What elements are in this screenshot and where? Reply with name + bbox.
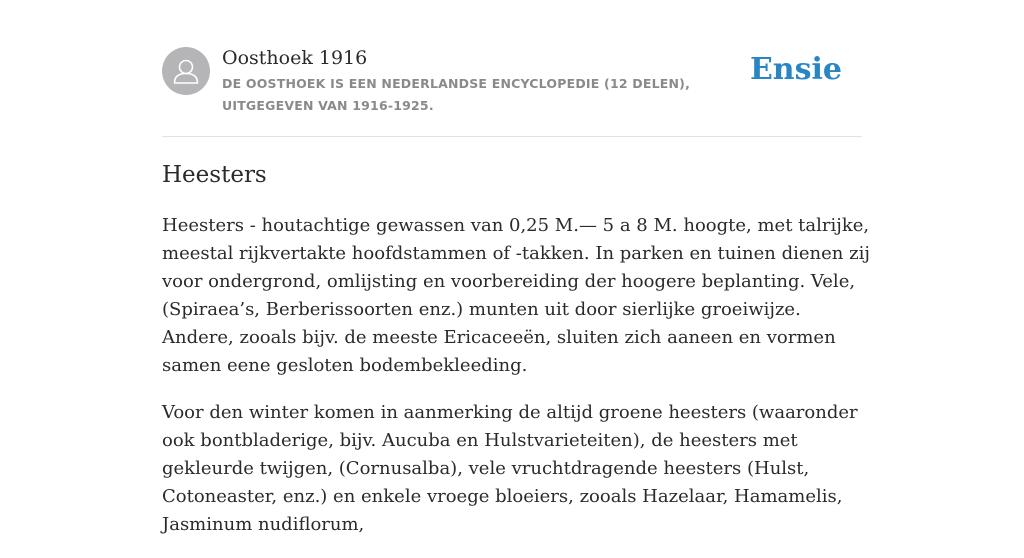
ensie-logo[interactable]: Ensie	[749, 52, 842, 87]
article-body	[162, 212, 872, 558]
article-paragraph: Heesters - houtachtige gewassen van 0,25 M.— 5 a 8 M. hoogte, met talrijke, meestal rijkvertakte hoofdstammen of -takken. In parken en tuinen dienen zij voor ondergrond, omlijsting en voorbereiding der hoogere beplanting. Vele, (Spiraea’s, Berberissoorten enz.) munten uit door sierlijke groeiwijze. Andere, zooals bijv. de meeste Ericaceeën, sluiten zich aaneen en vormen samen eene gesloten bodembekleeding.	[162, 215, 870, 376]
source-header	[162, 44, 862, 137]
article-paragraph: Voor den winter komen in aanmerking de altijd groene heesters (waaronder ook bontbladerige, bijv. Aucuba en Hulstvarieteiten), de heesters met gekleurde twijgen, (Cornusalba), vele vruchtdragende heesters (Hulst, Cotoneaster, enz.) en enkele vroege bloeiers, zooals Hazelaar, Hamamelis, Jasminum nudiflorum,	[162, 402, 858, 535]
source-description: DE OOSTHOEK IS EEN NEDERLANDSE ENCYCLOPEDIE (12 DELEN), UITGEGEVEN VAN 1916-1925.	[222, 76, 691, 113]
article-title: Heesters	[162, 162, 267, 188]
user-icon	[162, 47, 210, 95]
source-name[interactable]: Oosthoek 1916	[222, 47, 368, 69]
avatar[interactable]	[162, 47, 210, 95]
